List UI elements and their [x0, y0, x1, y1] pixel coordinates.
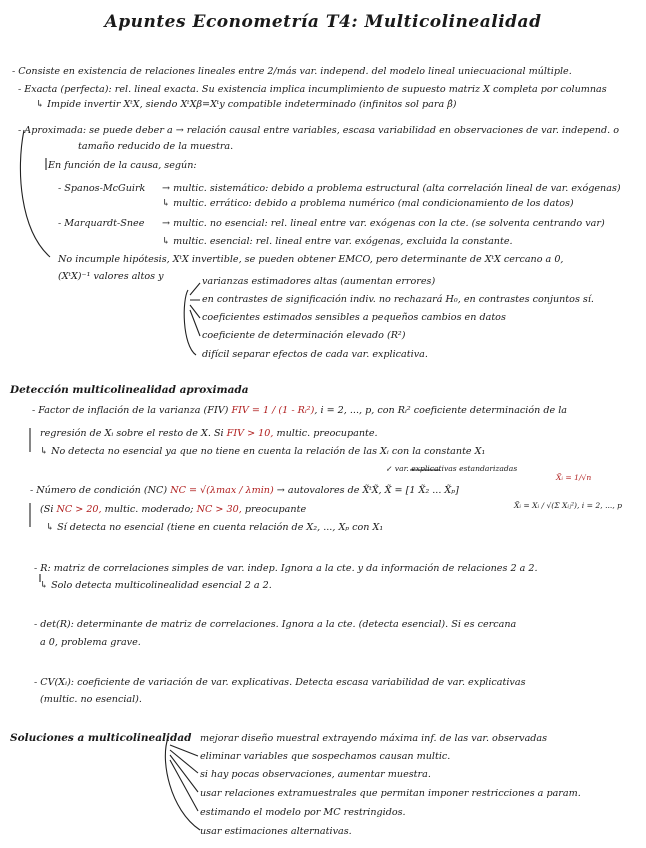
solutions-fan: [170, 745, 198, 811]
marquardt-label: - Marquardt-Snee: [58, 218, 145, 229]
r-line-1: - R: matriz de correlaciones simples de var. indep. Ignora a la cte. y da información de relaciones 2 a 2.: [34, 563, 538, 574]
fiv-formula: FIV = 1 / (1 - Rᵢ²): [231, 405, 315, 416]
no-hipotesis-line-2: (XᵗX)⁻¹ valores altos y: [58, 271, 164, 282]
solution-item: eliminar variables que sospechamos causan multic.: [200, 751, 451, 762]
fiv-threshold: FIV > 10,: [226, 428, 274, 439]
nc-threshold-severe: NC > 30,: [196, 504, 242, 515]
definition-line: - Consiste en existencia de relaciones lineales entre 2/más var. independ. del modelo lineal uniecuacional múltiple.: [12, 66, 572, 77]
nc-line-2: [40, 504, 306, 515]
nc-line-1-tail: → autovalores de X̃ᵗX̃, X̃ = [1 X̃₂ ... X̃ₚ]: [276, 485, 459, 496]
aprox-bracket: [20, 130, 50, 257]
fiv-line-2: [40, 428, 378, 439]
cv-line-1: - CV(Xᵢ): coeficiente de variación de var. explicativas. Detecta escasa variabilidad de var. explicativas: [34, 677, 526, 688]
exacta-line-2: ↳ Impide invertir XᵗX, siendo XᵗXβ=Xᵗy compatible indeterminado (infinitos sol para β̂): [36, 99, 457, 110]
det-line-1: - det(R): determinante de matriz de correlaciones. Ignora a la cte. (detecta esencial). Si es cercana: [34, 619, 517, 630]
solutions-bracket: [165, 738, 200, 830]
effect-item: coeficientes estimados sensibles a pequeños cambios en datos: [202, 312, 506, 323]
effect-item: difícil separar efectos de cada var. explicativa.: [202, 349, 428, 360]
fiv-index: , i = 2, ..., p: [314, 405, 372, 416]
no-hipotesis-line-1: No incumple hipótesis, XᵗX invertible, se pueden obtener EMCO, pero determinante de XᵗX cercano a 0,: [58, 254, 564, 265]
solution-item-continuation: estimando el modelo por MC restringidos.: [200, 807, 406, 818]
effect-item: coeficiente de determinación elevado (R²): [202, 330, 406, 341]
nc-label: - Número de condición (NC): [30, 485, 168, 496]
fiv-line-1: [32, 405, 567, 416]
fiv-label: - Factor de inflación de la varianza (FIV): [32, 405, 229, 416]
spanos-line-1: → multic. sistemático: debido a problema estructural (alta correlación lineal de var. exógenas): [162, 183, 621, 194]
r-line-2: ↳ Solo detecta multicolinealidad esencial 2 a 2.: [40, 580, 272, 591]
fiv-line-2-tail: multic. preocupante.: [276, 428, 378, 439]
nc-line-1: [30, 485, 459, 496]
nc-threshold-moderate: NC > 20,: [56, 504, 102, 515]
fiv-line-1-tail: , con Rᵢ² coeficiente determinación de la: [371, 405, 568, 416]
marquardt-line-2: ↳ multic. esencial: rel. lineal entre var. exógenas, excluida la constante.: [162, 236, 513, 247]
fiv-line-3: ↳ No detecta no esencial ya que no tiene en cuenta la relación de las Xᵢ con la constante X₁: [40, 446, 486, 457]
nc-line-2-head: (Si: [40, 504, 54, 515]
nc-standardized: [514, 500, 622, 511]
nc-line-2-mid: multic. moderado;: [104, 504, 194, 515]
nc-note: ↙ var. explicativas estandarizadas: [386, 464, 518, 473]
solutions-heading: Soluciones a multicolinealidad: [10, 732, 192, 744]
exacta-line-1: - Exacta (perfecta): rel. lineal exacta. Su existencia implica incumplimiento de supuesto matriz X completa por columnas: [18, 84, 607, 95]
nc-line-3: ↳ Sí detecta no esencial (tiene en cuenta relación de X₂, ..., Xₚ con X₁: [46, 522, 384, 533]
nc-line-2-tail: preocupante: [244, 504, 307, 515]
solution-item: mejorar diseño muestral extrayendo máxima inf. de las var. observadas: [200, 733, 548, 744]
effects-bracket: [184, 290, 196, 355]
solution-item: si hay pocas observaciones, aumentar muestra.: [200, 769, 431, 780]
nc-standardized-formula: X̃ᵢ = Xᵢ / √(Σ Xᵢⱼ²): [514, 501, 577, 510]
effect-item: varianzas estimadores altas (aumentan errores): [202, 276, 436, 287]
aproximada-line-1: - Aproximada: se puede deber a → relación causal entre variables, escasa variabilidad en observaciones de var. independ. o: [18, 125, 619, 136]
effect-item: en contrastes de significación indiv. no rechazará H₀, en contrastes conjuntos sí.: [202, 294, 594, 305]
solution-item: usar estimaciones alternativas.: [200, 826, 352, 837]
spanos-line-2: ↳ multic. errático: debido a problema numérico (mal condicionamiento de los datos): [162, 198, 574, 209]
aproximada-line-2: tamaño reducido de la muestra.: [78, 141, 234, 152]
detection-heading: Detección multicolinealidad aproximada: [10, 384, 249, 396]
spanos-label: - Spanos-McGuirk: [58, 183, 146, 194]
solution-item: usar relaciones extramuestrales que permitan imponer restricciones a param.: [200, 788, 581, 799]
effects-fan: [190, 283, 200, 336]
page-title: Apuntes Econometría T4: Multicolinealidad: [104, 12, 542, 32]
nc-formula: NC = √(λmax / λmin): [170, 485, 274, 496]
det-line-2: a 0, problema grave.: [40, 637, 141, 648]
marquardt-line-1: → multic. no esencial: rel. lineal entre var. exógenas con la cte. (se solventa centrando var): [162, 218, 605, 229]
fiv-line-2-head: regresión de Xᵢ sobre el resto de X. Si: [40, 428, 224, 439]
nc-tilde-def: X̃ᵢ = 1/√n: [556, 473, 592, 482]
causa-line: En función de la causa, según:: [48, 160, 197, 171]
cv-line-2: (multic. no esencial).: [40, 694, 142, 705]
nc-standardized-index: , i = 2, ..., p: [576, 501, 623, 510]
